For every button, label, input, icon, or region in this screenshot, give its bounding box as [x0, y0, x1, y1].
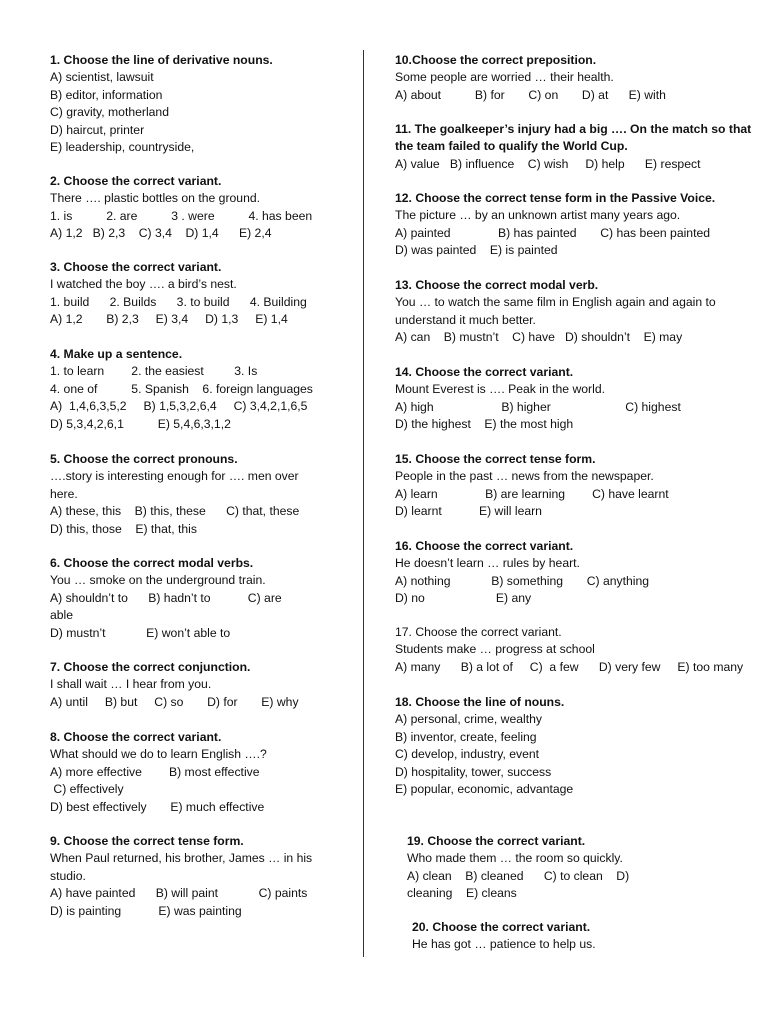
option-line: A) these, this B) this, these C) that, these [50, 504, 300, 519]
question-title: 20. Choose the correct variant. [412, 920, 591, 934]
option-line: C) gravity, motherland [50, 105, 169, 120]
question-12 [395, 190, 760, 260]
question-2 [50, 173, 350, 243]
question-11 [395, 121, 760, 173]
question-title: 18. Choose the line of nouns. [395, 695, 565, 709]
option-line: A) painted B) has painted C) has been painted [395, 225, 711, 240]
option-line: A) value B) influence C) wish D) help E) respect [395, 156, 701, 171]
question-text: There …. plastic bottles on the ground. [50, 191, 261, 206]
option-line: able [50, 608, 74, 623]
option-line: D) no E) any [395, 591, 532, 606]
option-line: A) 1,4,6,3,5,2 B) 1,5,3,2,6,4 C) 3,4,2,1,6,5 [50, 399, 308, 414]
question-text: You … smoke on the underground train. [50, 573, 266, 588]
question-text: understand it much better. [395, 312, 536, 327]
question-text: here. [50, 486, 78, 501]
option-line: A) can B) mustn’t C) have D) shouldn’t E) may [395, 330, 683, 345]
question-text: I shall wait … I hear from you. [50, 677, 212, 692]
question-title: 2. Choose the correct variant. [50, 174, 222, 188]
option-line: B) inventor, create, feeling [395, 729, 537, 744]
option-line: D) 5,3,4,2,6,1 E) 5,4,6,3,1,2 [50, 416, 231, 431]
option-line: A) personal, crime, wealthy [395, 712, 542, 727]
question-title: 5. Choose the correct pronouns. [50, 452, 238, 466]
option-line: 1. is 2. are 3 . were 4. has been [50, 208, 313, 223]
option-line: D) haircut, printer [50, 122, 145, 137]
option-line: A) about B) for C) on D) at E) with [395, 87, 666, 102]
question-title: 14. Choose the correct variant. [395, 365, 574, 379]
question-6 [50, 555, 350, 642]
question-15 [395, 451, 760, 521]
question-3 [50, 259, 350, 329]
column-divider [363, 50, 364, 957]
question-text: He doesn’t learn … rules by heart. [395, 556, 580, 571]
question-title: 10.Choose the correct preposition. [395, 53, 597, 67]
option-line: D) best effectively E) much effective [50, 799, 265, 814]
question-text: ….story is interesting enough for …. men over [50, 469, 299, 484]
question-text: What should we do to learn English ….? [50, 747, 267, 762]
option-line: A) nothing B) something C) anything [395, 573, 650, 588]
question-text: Some people are worried … their health. [395, 70, 614, 85]
option-line: D) mustn’t E) won’t able to [50, 625, 231, 640]
option-line: 1. to learn 2. the easiest 3. Is [50, 364, 258, 379]
question-20 [412, 919, 760, 954]
question-text: People in the past … news from the newspaper. [395, 469, 654, 484]
option-line: A) until B) but C) so D) for E) why [50, 694, 299, 709]
option-line: A) many B) a lot of C) a few D) very few E) too many [395, 659, 744, 674]
question-13 [395, 277, 760, 347]
option-line: C) effectively [50, 782, 124, 797]
option-line: A) shouldn’t to B) hadn’t to C) are [50, 590, 282, 605]
question-text: I watched the boy …. a bird’s nest. [50, 277, 237, 292]
question-title: 19. Choose the correct variant. [407, 834, 586, 848]
question-text: studio. [50, 868, 86, 883]
question-title: 8. Choose the correct variant. [50, 730, 222, 744]
option-line: A) scientist, lawsuit [50, 70, 154, 85]
question-1 [50, 52, 350, 156]
question-5 [50, 451, 350, 538]
question-title: 11. The goalkeeper’s injury had a big …. On the match so that the team failed to qualify the World Cup. [395, 122, 752, 154]
option-line: D) the highest E) the most high [395, 417, 574, 432]
option-line: A) clean B) cleaned C) to clean D) [407, 868, 630, 883]
option-line: A) 1,2 B) 2,3 E) 3,4 D) 1,3 E) 1,4 [50, 312, 288, 327]
question-19 [407, 833, 760, 903]
option-line: D) this, those E) that, this [50, 521, 197, 536]
question-14 [395, 364, 760, 434]
question-17 [395, 624, 760, 676]
option-line: cleaning E) cleans [407, 886, 517, 901]
question-text: Who made them … the room so quickly. [407, 851, 623, 866]
question-9 [50, 833, 350, 920]
question-text: The picture … by an unknown artist many years ago. [395, 208, 681, 223]
question-title: 3. Choose the correct variant. [50, 260, 222, 274]
question-text: You … to watch the same film in English again and again to [395, 295, 716, 310]
option-line: D) is painting E) was painting [50, 903, 242, 918]
question-text: He has got … patience to help us. [412, 937, 596, 952]
question-title: 16. Choose the correct variant. [395, 539, 574, 553]
question-title: 4. Make up a sentence. [50, 347, 183, 361]
option-line: A) learn B) are learning C) have learnt [395, 486, 669, 501]
option-line: A) 1,2 B) 2,3 C) 3,4 D) 1,4 E) 2,4 [50, 226, 272, 241]
question-title: 12. Choose the correct tense form in the Passive Voice. [395, 191, 716, 205]
option-line: 1. build 2. Builds 3. to build 4. Building [50, 294, 307, 309]
option-line: D) learnt E) will learn [395, 504, 542, 519]
question-title: 15. Choose the correct tense form. [395, 452, 596, 466]
option-line: D) was painted E) is painted [395, 243, 558, 258]
question-title: 17. Choose the correct variant. [395, 625, 562, 639]
option-line: A) more effective B) most effective [50, 764, 260, 779]
option-line: A) high B) higher C) highest [395, 399, 681, 414]
question-title: 1. Choose the line of derivative nouns. [50, 53, 273, 67]
question-7 [50, 659, 350, 711]
question-text: Mount Everest is …. Peak in the world. [395, 382, 605, 397]
question-text: Students make … progress at school [395, 642, 595, 657]
option-line: B) editor, information [50, 87, 163, 102]
option-line: 4. one of 5. Spanish 6. foreign languages [50, 381, 313, 396]
option-line: C) develop, industry, event [395, 747, 540, 762]
option-line: E) leadership, countryside, [50, 140, 195, 155]
question-18 [395, 694, 760, 798]
question-text: When Paul returned, his brother, James … in his [50, 851, 313, 866]
question-8 [50, 729, 350, 816]
question-4 [50, 346, 350, 433]
question-title: 7. Choose the correct conjunction. [50, 660, 251, 674]
option-line: E) popular, economic, advantage [395, 782, 574, 797]
question-title: 13. Choose the correct modal verb. [395, 278, 599, 292]
question-title: 9. Choose the correct tense form. [50, 834, 244, 848]
option-line: D) hospitality, tower, success [395, 764, 552, 779]
question-10 [395, 52, 760, 104]
option-line: A) have painted B) will paint C) paints [50, 886, 308, 901]
question-title: 6. Choose the correct modal verbs. [50, 556, 254, 570]
question-16 [395, 538, 760, 608]
